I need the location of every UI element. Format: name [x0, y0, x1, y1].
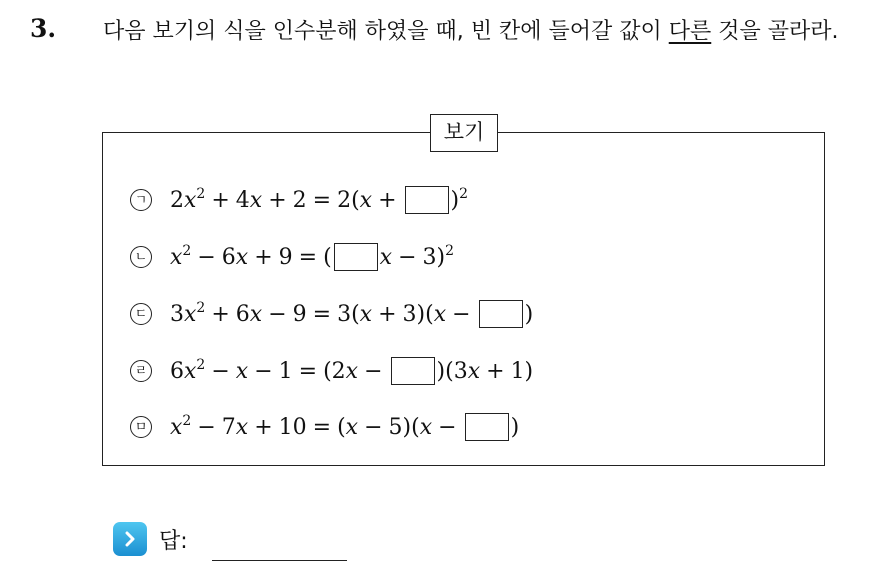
question-text: [103, 14, 868, 50]
item-marker-1: ㄱ: [130, 189, 152, 211]
item-marker-5: ㅁ: [130, 416, 152, 438]
blank-box-3[interactable]: [479, 300, 523, 328]
question-text-after: 것을 골라라.: [711, 19, 839, 44]
answer-line[interactable]: [212, 560, 347, 561]
blank-box-4[interactable]: [391, 357, 435, 385]
bogi-item-1: ㄱ $2x^2$ + 4x + 2 = 2(x + )$^2$: [130, 184, 468, 216]
answer-label: 답:: [159, 528, 188, 554]
question-text-before: 다음 보기의 식을 인수분해 하였을 때, 빈 칸에 들어갈 값이: [103, 19, 669, 44]
blank-box-5[interactable]: [465, 413, 509, 441]
item-marker-2: ㄴ: [130, 246, 152, 268]
question-emphasis: 다른: [668, 19, 712, 44]
blank-box-1[interactable]: [405, 186, 449, 214]
item-marker-3: ㄷ: [130, 303, 152, 325]
question-number: 3.: [30, 14, 57, 43]
bogi-title: 보기: [430, 114, 498, 152]
bogi-item-3: ㄷ $3x^2$ + 6x − 9 = 3(x + 3)(x − ): [130, 298, 533, 330]
bogi-item-5: ㅁ $x^2$ − 7x + 10 = (x − 5)(x − ): [130, 411, 519, 443]
item-marker-4: ㄹ: [130, 360, 152, 382]
blank-box-2[interactable]: [334, 243, 378, 271]
bogi-item-4: ㄹ $6x^2$ − x − 1 = (2x − )(3x + 1): [130, 355, 533, 387]
answer-row: [113, 523, 188, 555]
arrow-right-icon: [113, 522, 147, 556]
bogi-item-2: ㄴ $x^2$ − 6x + 9 = ( x − 3)$^2$: [130, 241, 454, 273]
